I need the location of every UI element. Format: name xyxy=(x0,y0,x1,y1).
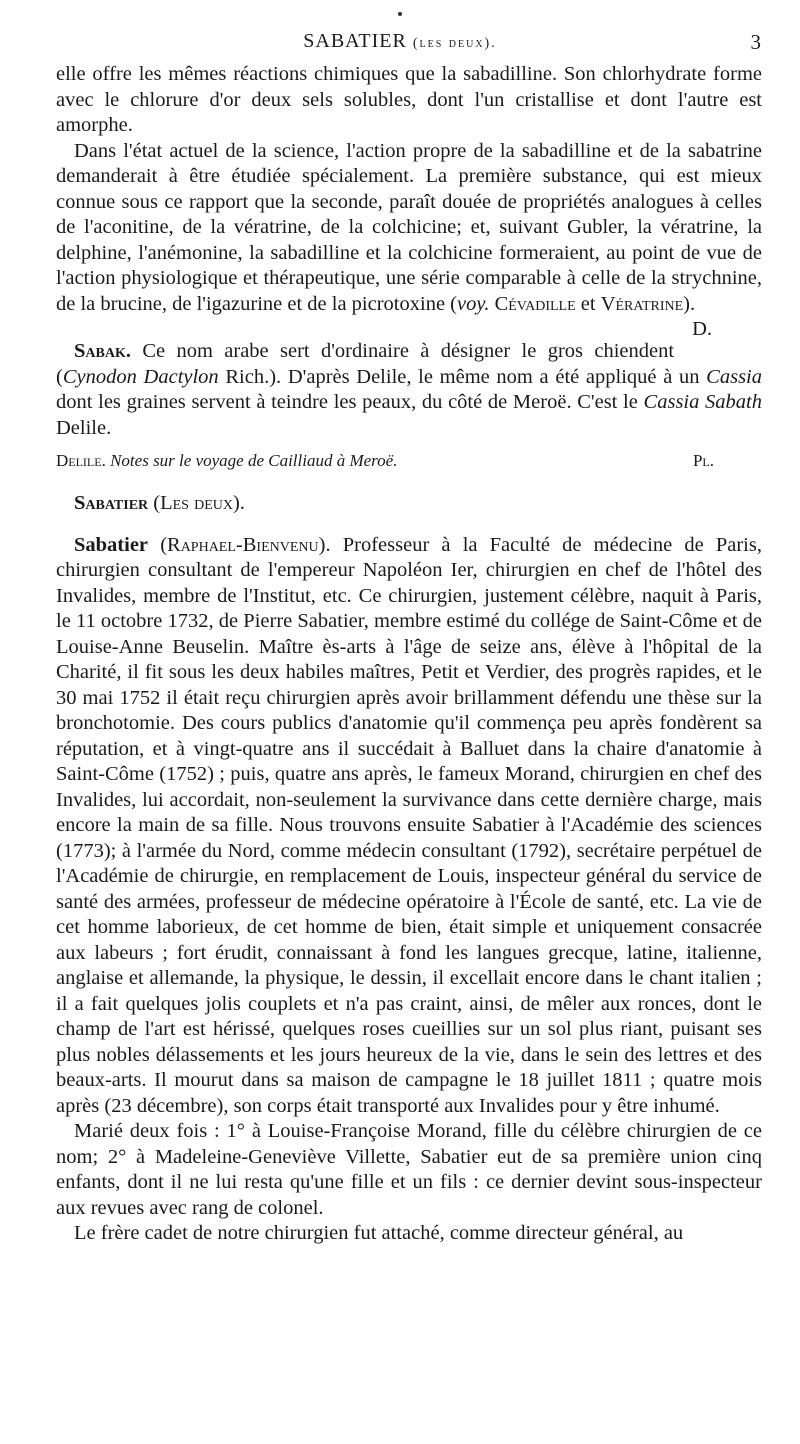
entry-subterm: (Les deux). xyxy=(148,492,245,514)
paragraph-continuation: elle offre les mêmes réactions chimiques que la sabadilline. Son chlorhydrate forme avec le chlorure d'or deux sels solubles, dont l'un cristallise et dont l'autre est amorphe. xyxy=(56,63,762,136)
top-dot-mark xyxy=(398,12,402,16)
author-initials-d: D. xyxy=(692,318,712,340)
bibliography-line xyxy=(56,449,762,473)
voy-abbrev: voy. xyxy=(457,292,490,315)
paragraph-brother: Le frère cadet de notre chirurgien fut attaché, comme directeur général, au xyxy=(74,1222,684,1244)
paragraph-sabadilline-action xyxy=(56,139,762,340)
cross-ref-connector: et xyxy=(575,292,601,315)
author-initials-pl: Pl. xyxy=(692,451,714,470)
header-title xyxy=(0,30,800,53)
page-number: 3 xyxy=(750,30,762,54)
cross-ref-close: ). xyxy=(683,292,696,315)
entry-text: Delile. xyxy=(56,416,112,439)
entry-text: Rich.). D'après Delile, le même nom a été appliqué à un xyxy=(218,365,707,388)
bio-name: Sabatier xyxy=(74,533,149,556)
italic-genus: Cassia xyxy=(706,365,762,388)
entry-sabatier-heading xyxy=(56,491,762,517)
paragraph-text: Dans l'état actuel de la science, l'action propre de la sabadilline et de la sabatrine demanderait à être étudiée spécialement. La première substance, qui est mieux connue sous ce rapport que la seconde, paraît douée de propriétés analogues à celles de l'aconitine, de la vératrine, de la colchicine; et, suivant Gubler, la vératrine, la delphine, l'anémonine, la sabadilline et la colchicine formeraient, au point de vue de l'action physiologique et thérapeutique, une série comparable à celle de la strychnine, de la brucine, de l'igazurine et de la picrotoxine ( xyxy=(56,139,762,315)
entry-sabak xyxy=(56,339,762,441)
cross-ref-veratrine: Vératrine xyxy=(600,292,684,315)
bio-given-names: (Raphael-Bienvenu). xyxy=(148,533,331,556)
entry-text: Ce nom arabe sert d'ordinaire à désigner le gros chiendent ( xyxy=(56,340,675,388)
bibliography-ref xyxy=(56,449,397,473)
bibliography-work: Notes sur le voyage de Cailliaud à Meroë. xyxy=(110,451,398,470)
bibliography-author: Delile. xyxy=(56,451,106,470)
page-body xyxy=(56,62,762,1247)
entry-text: dont les graines servent à teindre les peaux, du côté de Meroë. C'est le xyxy=(56,391,644,413)
bio-text: Professeur à la Faculté de médecine de Paris, chirurgien consultant de l'empereur Napoléon Ier, chirurgien en chef de l'hôtel des Invalides, membre de l'Institut, etc. Ce chirurgien, justement célèbre, naquit à Paris, le 11 octobre 1732, de Pierre Sabatier, membre estimé du collége de Saint-Côme et de Louise-Anne Beuselin. Maître ès-arts à l'âge de seize ans, élève à l'hôpital de la Charité, il fit sous les deux habiles maîtres, Petit et Verdier, des progrès rapides, et le 30 mai 1752 il était reçu chirurgien après avoir brillamment défendu une thèse sur la bronchotomie. Des cours publics d'anatomie qu'il commença peu après fondèrent sa réputation, et à vingt-quatre ans il succédait à Balluet dans la chaire d'anatomie à Saint-Côme (1752) ; puis, quatre ans après, le fameux Morand, chirurgien en chef des Invalides, lui accordait, non-seulement la survivance dans cette dernière charge, mais encore la main de sa fille. Nous trouvons ensuite Sabatier à l'Académie des sciences (1773); à l'armée du Nord, comme médecin consultant (1792), secrétaire perpétuel de l'Académie de chirurgie, en remplacement de Louis, inspecteur général du service de santé des armées, professeur de médecine opératoire à l'École de santé, etc. La vie de cet homme laborieux, de cet homme de bien, était simple et uniquement consacrée aux labeurs ; fort érudit, connaissant à fond les langues grecque, latine, italienne, anglaise et allemande, la physique, le dessin, il excellait encore dans le chant italien ; il a fait quelques jolis couplets et n'a pas craint, ainsi, de mêler aux ronces, dont le champ de l'art est hérissé, quelques roses cueillies sur un sol plus riant, puisant ses plus nobles délassements et les jours heureux de la vie, dans le sein des lettres et des beaux-arts. Il mourut dans sa maison de campagne le 18 juillet 1811 ; quatre mois après (23 décembre), son corps était transporté aux Invalides pour y être inhumé. xyxy=(56,533,762,1117)
italic-species: Cassia Sabath xyxy=(643,391,762,413)
header-title-main: SABATIER xyxy=(303,30,407,52)
entry-sabatier-biography xyxy=(56,533,762,1120)
header-title-sub: (les deux). xyxy=(412,36,497,51)
cross-ref-cevadille: Cévadille xyxy=(494,292,576,315)
running-header xyxy=(0,30,800,56)
entry-term-sabak: Sabak. xyxy=(74,340,131,362)
paragraph-marriages: Marié deux fois : 1° à Louise-Françoise Morand, fille du célèbre chirurgien de ce nom; 2° à Madeleine-Geneviève Villette, Sabatier eut de sa première union cinq enfants, dont il ne lui resta qu'une fille et un fils : ce dernier devint sous-inspecteur aux revues avec rang de colonel. xyxy=(56,1120,762,1219)
entry-term-sabatier: Sabatier xyxy=(74,492,149,514)
italic-species: Cynodon Dactylon xyxy=(62,365,219,388)
